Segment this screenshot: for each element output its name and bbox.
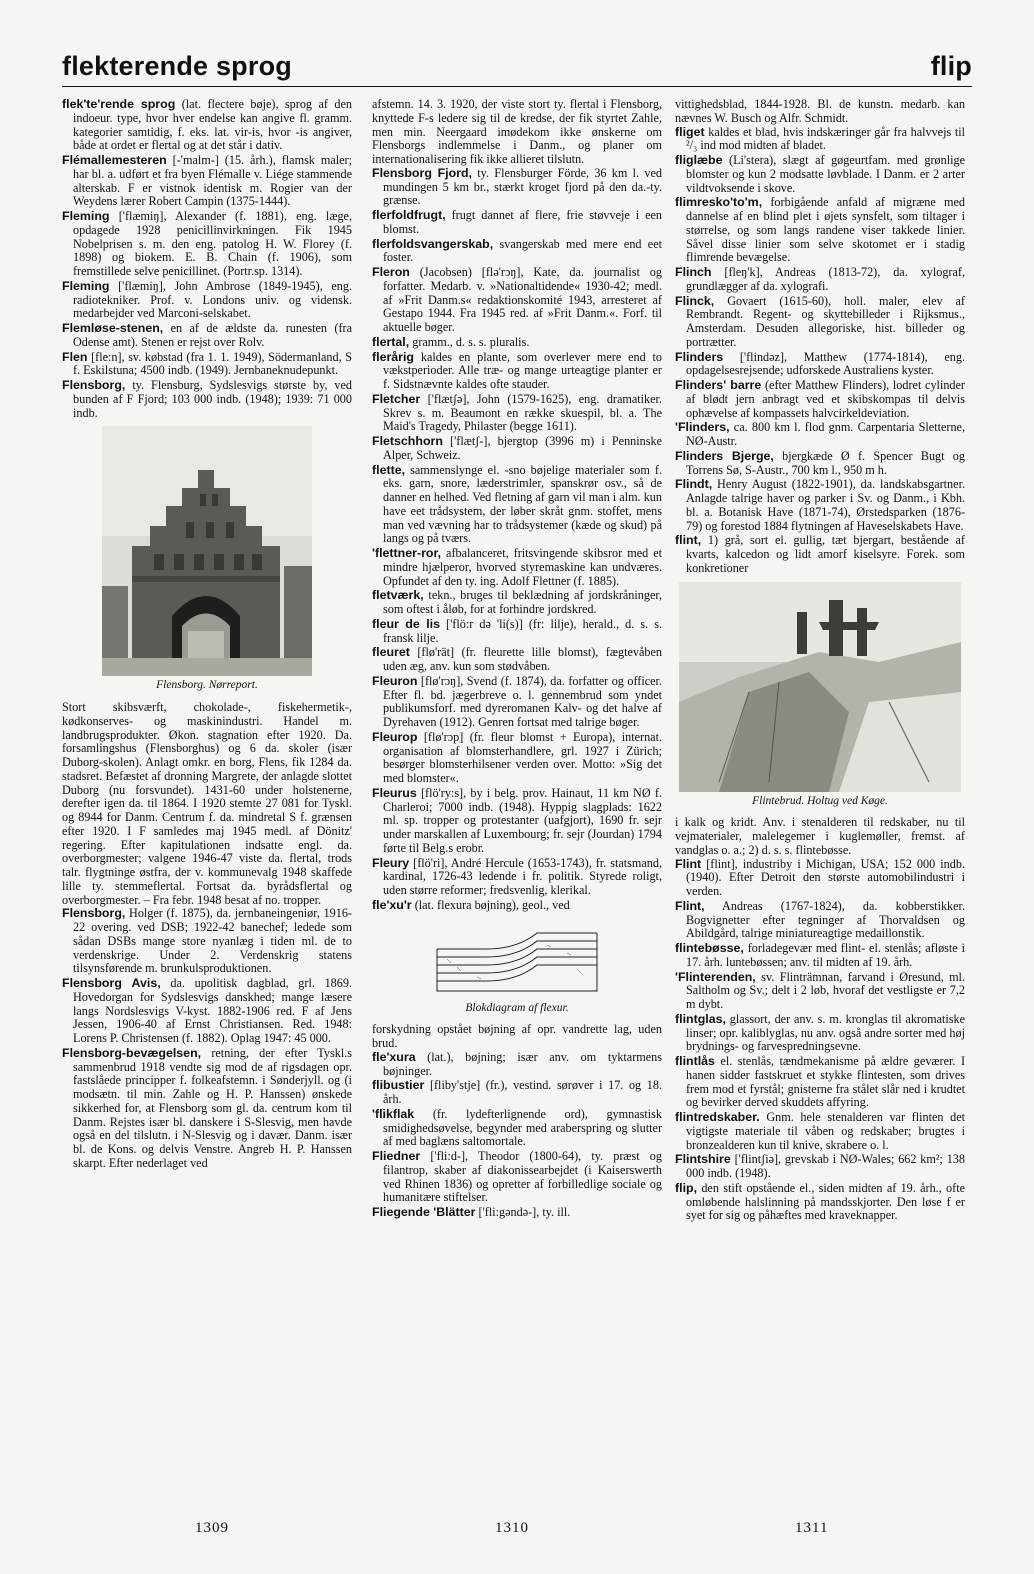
dictionary-entry bbox=[372, 1150, 662, 1205]
entries-group bbox=[675, 858, 965, 1224]
dictionary-entry bbox=[675, 196, 965, 265]
page-number: 1309 bbox=[195, 1520, 229, 1536]
dictionary-entry bbox=[675, 154, 965, 195]
page-number: 1311 bbox=[795, 1520, 829, 1536]
entry-definition: kaldes et blad, hvis indskæringer går fra halvvejs til ²/₃ ind mod midten af bladet. bbox=[686, 124, 965, 153]
entry-headword: fleur de lis bbox=[372, 616, 440, 631]
entry-headword: Fleury bbox=[372, 855, 410, 870]
header-first-headword: flekterende sprog bbox=[62, 51, 292, 81]
entry-headword: flek'te'rende sprog bbox=[62, 97, 176, 111]
entry-definition: [flø'rɔŋ], Svend (f. 1874), da. forfatter og officer. Efter fl. bd. jægerbreve o. l. gennembrud som yndet publikumsforf. med dyreromanen Kalv- og det halve af Dyrehaven (1912). Genren fortsat med talrige bøger. bbox=[383, 673, 662, 729]
dictionary-entry bbox=[675, 1111, 965, 1152]
dictionary-entry bbox=[675, 266, 965, 294]
dictionary-entry bbox=[62, 379, 352, 420]
entry-headword: fle'xura bbox=[372, 1049, 416, 1064]
entry-definition: ty. Flensburg, Sydslesvigs største by, ved bunden af F Fjord; 103 000 indb. (1948); 1939: 71 000 indb. bbox=[73, 378, 352, 420]
entry-definition: ['fli:d-], Theodor (1800-64), ty. præst og filantrop, skaber af diakonissearbejdet (i Kaiserswerth ved Rhinen 1836) og opretter af forbilledlige sociale og humanitære stiftelser. bbox=[383, 1149, 662, 1205]
column-1 bbox=[62, 98, 352, 1172]
entry-definition: tekn., bruges til beklædning af jordskråninger, som oftest i åløb, for at forhindre jordskred. bbox=[383, 588, 662, 616]
entry-definition: forladegevær med flint- el. stenlås; afløste i 17. årh. luntebøssen; anv. til midten af 19. årh. bbox=[686, 941, 965, 969]
entry-headword: flintebøsse, bbox=[675, 941, 744, 955]
dictionary-entry bbox=[675, 351, 965, 379]
entry-headword: Flinders Bjerge, bbox=[675, 448, 774, 463]
entry-definition: ['flæmiŋ], Alexander (f. 1881), eng. læge, opdagede 1928 penicillinvirkningen. Fik 1945 Nobelprisen s. m. den eng. patolog H. W. Florey (f. 1898) og biokem. E. B. Chain (f. 1906), som fremstillede selve penicillinet. (Portr.sp. 1314). bbox=[73, 209, 352, 278]
entry-definition: (efter Matthew Flinders), lodret cylinder af blødt jern anbragt ved et skibskompas til delvis ophævelse af kompassets halvcirkeldeviation. bbox=[686, 378, 965, 420]
entry-definition: el. stenlås, tændmekanisme på ældre geværer. I hanen sidder fastskruet et stykke flintesten, som drives frem mod et fyrstål; gnisterne fra stålet slår ned i krudtet og bevirker derved skuddets affyring. bbox=[686, 1054, 965, 1110]
dictionary-entry bbox=[675, 1153, 965, 1181]
entry-headword: flette, bbox=[372, 462, 406, 477]
entry-definition: ['flintʃiə], grevskab i NØ-Wales; 662 km²; 138 000 indb. (1948). bbox=[686, 1152, 965, 1180]
entry-headword: Flemløse-stenen, bbox=[62, 321, 164, 335]
entry-definition: ['flætʃ-], bjergtop (3996 m) i Penninske Alper, Schweiz. bbox=[383, 434, 662, 462]
dictionary-entry bbox=[62, 907, 352, 976]
dictionary-entry bbox=[675, 478, 965, 533]
dictionary-entry bbox=[62, 210, 352, 279]
dictionary-entry bbox=[372, 464, 662, 547]
entry-headword: fletværk, bbox=[372, 588, 424, 603]
dictionary-entry bbox=[62, 98, 352, 153]
dictionary-entry bbox=[372, 351, 662, 392]
entry-definition: (Jacobsen) [flə'rɔŋ], Kate, da. journalist og forfatter. Medarb. v. »Nationaltidende« 1930-42; medl. af »Frit Danm.s« redaktionskomité 1943, arresteret af Gestapo 1944. Fra 1945 red. af »Frit Danm.«. Forf. til aktuelle bøger. bbox=[383, 265, 662, 334]
entry-definition: Holger (f. 1875), da. jernbaneingeniør, 1916-22 overing. ved DSB; 1922-42 banechef; ledede som sådan DSBs mange store nyanlæg i tiden ml. de to verdenskrige. Under 2. Verdenskrig statens tilsynsførende m. brunkulsproduktionen. bbox=[73, 906, 352, 976]
entry-definition: glassort, der anv. s. m. kronglas til akromatiske linser; opr. kaliblyglas, nu anv. også andre sorter med høj brydnings- og farvespredningsevne. bbox=[686, 1011, 965, 1054]
entry-headword: Flensborg, bbox=[62, 906, 126, 921]
entry-headword: Flinders' barre bbox=[675, 378, 762, 392]
entry-headword: Fleurus bbox=[372, 785, 417, 800]
entry-definition: en af de ældste da. runesten (fra Odense amt). Stenen er rejst over Rolv. bbox=[73, 321, 352, 349]
entries-group bbox=[372, 1051, 662, 1220]
entry-definition: Andreas (1767-1824), da. kobberstikker. Bogvignetter efter tegninger af Thorvaldsen og Abildgård, talrige miniatureagtige medaillonstik. bbox=[686, 898, 965, 941]
entry-definition: (lat.), bøjning; især anv. om tyktarmens bøjninger. bbox=[383, 1049, 662, 1078]
figure-caption: Flintebrud. Holtug ved Køge. bbox=[752, 794, 888, 807]
dictionary-entry bbox=[372, 547, 662, 588]
entry-definition: ['flæmiŋ], John Ambrose (1849-1945), eng. radiotekniker. Prof. v. Londons univ. og vidensk. medarbejder ved Marconi-selskabet. bbox=[73, 278, 352, 321]
entry-headword: Fliegende 'Blätter bbox=[372, 1205, 476, 1219]
figure-caption: Flensborg. Nørreport. bbox=[156, 679, 258, 692]
entry-headword: Fleming bbox=[62, 209, 110, 223]
dictionary-entry bbox=[372, 167, 662, 208]
entry-headword: 'flikflak bbox=[372, 1106, 415, 1121]
dictionary-entry bbox=[372, 336, 662, 350]
entry-headword: Flinders bbox=[675, 349, 724, 364]
dictionary-entry bbox=[372, 646, 662, 674]
dictionary-entry bbox=[675, 971, 965, 1012]
entry-headword: 'flettner-ror, bbox=[372, 546, 442, 560]
dictionary-entry bbox=[675, 1182, 965, 1223]
entry-headword: Fleuron bbox=[372, 673, 418, 688]
entry-headword: fle'xu'r bbox=[372, 897, 412, 912]
column-2 bbox=[372, 98, 662, 1221]
dictionary-entry bbox=[62, 322, 352, 350]
entry-definition: ['fli:gəndə-], ty. ill. bbox=[475, 1205, 571, 1219]
entry-headword: Flensborg Fjord, bbox=[372, 165, 472, 180]
entry-continuation: Stort skibsværft, chokolade-, fiskehermetik-, kødkonserves- og maskinindustri. Handel m. landbrugsprodukter. Økon. stagnation efter 1920. Da. forsamlingshus (Flensborghus) og 6 da. skoler (især Duborg-skolen). Anlagt omkr. en borg, Flens, fik 1284 da. stadsret. Befæstet af dronning Margrete, der anlagde slottet Duborg (nu forsvundet). 1431-60 under holstenerne, derefter igen da. til 1864. I 1920 stemte 27 081 for Tyskl. og 8944 for Danm. Centrum f. da. mindretal S f. grænsen efter 1920. I F samledes maj 1945 medl. af Dönitz' regering. Efter kapitulationen indsatte engl. da. overborgmester; valgene 1946-47 viste da. flertal, trods talr. flygtninge østfra, der v. kommunevalg 1948 skaffede lille ty. stemmeflertal. Fortsat da. byrådsflertal og overborgmester. – Fra febr. 1948 besat af no. tropper. bbox=[62, 700, 352, 907]
dictionary-entry bbox=[62, 977, 352, 1046]
entry-definition: ['flætʃə], John (1579-1625), eng. dramatiker. Skrev s. m. Beaumont en række skuespil, bl. a. The Maid's Tragedy, Philaster (begge 1611). bbox=[383, 391, 662, 434]
entry-definition: svangerskab med mere end eet foster. bbox=[383, 236, 662, 265]
dictionary-entry bbox=[372, 1108, 662, 1149]
entries-group bbox=[372, 167, 662, 913]
figure-caption: Blokdiagram af flexur. bbox=[465, 1001, 569, 1014]
entry-definition: Henry August (1822-1901), da. landskabsgartner. Anlagde talrige haver og parker i Sv. og Danm., i Kbh. bl. a. Botanisk Have (1871-74), Ørstedsparken (1876-79) og forestod 1884 flytningen af Haveselskabets Have. bbox=[686, 477, 965, 533]
entry-headword: Flint bbox=[675, 856, 702, 871]
header-last-headword: flip bbox=[930, 51, 972, 81]
entries-group bbox=[62, 98, 352, 420]
dictionary-entry bbox=[372, 266, 662, 335]
entry-headword: 'Flinterenden, bbox=[675, 969, 756, 984]
entry-definition: [flø'rɔp] (fr. fleur blomst + Europa), internat. organisation af blomsterhandlere, grl. 1927 i Zürich; besørger blomsterhilsener verden over. Motto: »Sig det med blomster«. bbox=[383, 729, 662, 785]
entry-definition: frugt dannet af flere, frie støvveje i een blomst. bbox=[383, 208, 662, 236]
entry-headword: Flensborg, bbox=[62, 378, 126, 392]
entries-group bbox=[62, 907, 352, 1170]
dictionary-entry bbox=[675, 1055, 965, 1110]
entry-headword: flerfoldfrugt, bbox=[372, 208, 446, 222]
entry-headword: flintlås bbox=[675, 1054, 715, 1068]
entry-headword: Fleron bbox=[372, 265, 410, 279]
entry-continuation: afstemn. 14. 3. 1920, der viste stort ty. flertal i Flensborg, knyttede F-s ledere sig til de kredse, der fik styrtet Zahle, men min. Neergaard imødekom ikke ønskerne om Flensborgs indlemmelse i Danm., og planer om internationalisering fik ikke allieret tilslutn. bbox=[372, 97, 662, 166]
entry-headword: flip, bbox=[675, 1180, 698, 1195]
dictionary-entry bbox=[372, 238, 662, 266]
entry-definition: da. upolitisk dagblad, grl. 1869. Hovedorgan for Sydslesvigs danskhed; mange læsere langs Nordslesvigs V-kyst. 1882-1906 red. F af Jens Jessen, 1906-40 af Ernst Christiansen. Red. 1948: Lorens P. Christensen (f. 1882). Oplag 1947: 45 000. bbox=[73, 976, 352, 1045]
entry-definition: retning, der efter Tyskl.s sammenbrud 1918 vendte sig mod de af rigsdagen opr. fastslåede principper f. folkeafstemn. i Sønderjyll. og (i modsætn. til min. Zahle og H. P. Hanssen) ønskede sikkerhed for, at Flensborg som gl. da. centrum kom til Danm. Rejstes især bl. danskere i S-Slesvig, men havde også en del tilslutn. i N-Slesvig og i davær. Danm. især bl. de Kons. og delvis Venstre. Angreb H. P. Hanssen skarpt. Efter nederlaget ved bbox=[73, 1045, 352, 1170]
entry-definition: [flö'ri], André Hercule (1653-1743), fr. statsmand, kardinal, 1726-43 ledende i fr. politik. Styrede roligt, uden større reformer; fredsvenlig, klerikal. bbox=[383, 855, 662, 897]
entry-definition: (Li'stera), slægt af gøgeurtfam. med grønlige blomster og kun 2 modsatte løvblade. I Danm. er 2 arter vildtvoksende i skove. bbox=[686, 153, 965, 195]
entry-headword: Flensborg Avis, bbox=[62, 976, 161, 990]
photo-norreport bbox=[102, 426, 312, 676]
entry-headword: Flémallemesteren bbox=[62, 153, 167, 167]
entry-headword: Flint, bbox=[675, 898, 705, 913]
entry-definition: gramm., d. s. s. pluralis. bbox=[409, 334, 530, 349]
dictionary-entry bbox=[372, 1079, 662, 1107]
dictionary-entry bbox=[372, 899, 662, 913]
dictionary-entry bbox=[675, 379, 965, 420]
entry-headword: 'Flinders, bbox=[675, 420, 730, 435]
entry-definition: [fleŋ'k], Andreas (1813-72), da. xylograf, grundlægger af da. xylografi. bbox=[686, 265, 965, 293]
dictionary-entry bbox=[372, 589, 662, 617]
entry-definition: [-'malm-] (15. årh.), flamsk maler; har bl. a. udført et fra byen Flémalle v. Liége stammende alterskab. F er vistnok identisk m. Rogier van der Weydens lærer Robert Campin (1375-1444). bbox=[73, 153, 352, 209]
dictionary-entry bbox=[675, 1013, 965, 1054]
entry-headword: Flinck, bbox=[675, 293, 715, 308]
entry-definition: kaldes en plante, som overlever mere end to vækstperioder. Alle træ- og mange urteagtige planter er f. Sidstnævnte kaldes ofte stauder. bbox=[383, 349, 662, 391]
dictionary-entry bbox=[372, 209, 662, 237]
dictionary-entry bbox=[62, 351, 352, 379]
dictionary-entry bbox=[62, 1047, 352, 1171]
dictionary-entry bbox=[372, 435, 662, 463]
entry-continuation: forskydning opstået bøjning af opr. vandrette lag, uden brud. bbox=[372, 1022, 662, 1050]
entry-definition: den stift opstående el., siden midten af 19. årh., ofte omløbende halslinning på mandsskjorter. Den løse f er syet for sig og påhæftes med kraveknapper. bbox=[686, 1180, 965, 1223]
entry-headword: Flindt, bbox=[675, 477, 713, 492]
dictionary-entry bbox=[675, 421, 965, 449]
dictionary-entry bbox=[675, 900, 965, 941]
entry-definition: (lat. flexura bøjning), geol., ved bbox=[411, 897, 570, 912]
entry-definition: ca. 800 km l. flod gnm. Carpentaria Sletterne, NØ-Austr. bbox=[686, 420, 965, 448]
figure-flensborg bbox=[62, 426, 352, 693]
entry-headword: Flinch bbox=[675, 265, 712, 279]
dictionary-entry bbox=[675, 126, 965, 154]
entry-headword: fliget bbox=[675, 124, 705, 139]
photo-flint-quarry bbox=[679, 582, 961, 792]
dictionary-entry bbox=[372, 675, 662, 730]
page-number: 1310 bbox=[495, 1520, 529, 1536]
dictionary-entry bbox=[372, 393, 662, 434]
entry-headword: flertal, bbox=[372, 334, 410, 349]
entry-headword: flintredskaber. bbox=[675, 1110, 760, 1124]
dictionary-entry bbox=[62, 154, 352, 209]
entry-headword: Flensborg-bevægelsen, bbox=[62, 1045, 202, 1060]
dictionary-entry bbox=[372, 618, 662, 646]
entry-definition: sammenslynge el. -sno bøjelige materialer som f. eks. garn, snore, læderstrimler, spanskrør osv., så de danner en helhed. Ved fletning af garn vil man i alm. kun have eet trådsystem, der løber skråt gnm. stoffet, mens man ved vævning har to trådsystemer (kæde og skud) på langs og på tværs. bbox=[383, 462, 662, 546]
entry-definition: Govaert (1615-60), holl. maler, elev af Rembrandt. Regent- og skyttebilleder i Rijksmus., Amsterdam. Desuden allegoriske, hist. billeder og portrætter. bbox=[686, 293, 965, 349]
dictionary-entry bbox=[675, 295, 965, 350]
entry-definition: [flö'ry:s], by i belg. prov. Hainaut, 11 km NØ f. Charleroi; 7000 indb. (1948). Hyppig slagplads: 1622 ml. sp. tropper og protestanter (uafgjort), 1690 fr. sejr under marskallen af Luxembourg; fr. sejr (Jourdan) 1794 førte til Belg.s erobr. bbox=[383, 785, 662, 855]
entry-headword: Fletcher bbox=[372, 391, 421, 406]
entry-definition: [fliby'stje] (fr.), vestind. sørøver i 17. og 18. årh. bbox=[383, 1078, 662, 1106]
entry-definition: Gnm. hele stenalderen var flinten det vigtigste materiale til våben og redskaber; brugtes i bronzealderen kun til knive, skrabere o. l. bbox=[686, 1110, 965, 1152]
block-diagram-flexure bbox=[427, 919, 607, 999]
entry-definition: 1) grå, sort el. gullig, tæt bjergart, bestående af kvarts, kalcedon og lidt amorf kiselsyre. Forek. som konkretioner bbox=[686, 533, 965, 575]
entry-headword: flint, bbox=[675, 533, 702, 548]
entry-headword: flimresko'to'm, bbox=[675, 195, 763, 210]
entry-definition: [flø'rät] (fr. fleurette lille blomst), fægtevåben uden æg, anv. kun som stødvåben. bbox=[383, 645, 662, 673]
entry-headword: Flintshire bbox=[675, 1152, 731, 1167]
dictionary-entry bbox=[62, 280, 352, 321]
dictionary-entry bbox=[372, 787, 662, 856]
dictionary-entry bbox=[372, 1206, 662, 1220]
entry-headword: flintglas, bbox=[675, 1011, 726, 1026]
entry-continuation: i kalk og kridt. Anv. i stenalderen til redskaber, nu til vejmaterialer, malelegemer i kuglemøller, fremst. af vandglas o. a.; 2) d. s. s. flintebøsse. bbox=[675, 815, 965, 857]
dictionary-entry bbox=[675, 942, 965, 970]
entry-continuation: vittighedsblad, 1844-1928. Bl. de kunstn. medarb. kan nævnes W. Busch og Alfr. Schmidt. bbox=[675, 97, 965, 125]
entry-definition: bjergkæde Ø f. Spencer Bugt og Torrens Sø, S-Austr., 700 km l., 950 m h. bbox=[686, 448, 965, 477]
entry-headword: Fliedner bbox=[372, 1149, 421, 1163]
entry-definition: sv. Flinträmnan, farvand i Øresund, ml. Saltholm og Sv.; delt i 2 løb, hvoraf det vestligste er 7,2 m dybt. bbox=[686, 969, 965, 1011]
entry-definition: (lat. flectere bøje), sprog af den indoeur. type, hvor hver endelse kan angive fl. gramm. kategorier samtidig, f. eks. lat. vir-is, hvor -is angiver, både at ordet er flertal og at det står i dativ. bbox=[73, 97, 352, 153]
figure-flintebrud bbox=[675, 582, 965, 809]
entry-definition: ['flö:r də 'li(s)] (fr: lilje), herald., d. s. s. fransk lilje. bbox=[383, 616, 662, 645]
entry-definition: [fle:n], sv. købstad (fra 1. 1. 1949), Södermanland, S f. Eskilstuna; 4500 indb. (1949). Jernbaneknudepunkt. bbox=[73, 349, 352, 378]
entry-headword: flerfoldsvangerskab, bbox=[372, 236, 494, 251]
entry-definition: (fr. lydefterlignende ord), gymnastisk smidighedsøvelse, begynder med araberspring og slutter af med baglæns saltomortale. bbox=[383, 1106, 662, 1149]
entry-definition: ['flindəz], Matthew (1774-1814), eng. opdagelsesrejsende; udforskede Australiens kyster. bbox=[686, 349, 965, 378]
entry-headword: Fleurop bbox=[372, 729, 418, 744]
entry-definition: ty. Flensburger Förde, 36 km l. ved mundingen 5 km br., stærkt kroget fjord på den da.-ty. grænse. bbox=[383, 165, 662, 208]
entry-definition: forbigående anfald af migræne med dannelse af en blind plet i øjets synsfelt, som tiltager i størrelse, og som langs randene viser takkede linier. Såvel disse linier som selve skotomet er i stadig flimrende bevægelse. bbox=[686, 195, 965, 265]
entries-group bbox=[675, 126, 965, 576]
dictionary-entry bbox=[675, 450, 965, 478]
dictionary-entry bbox=[372, 857, 662, 898]
entry-headword: Fletschhorn bbox=[372, 434, 443, 448]
entry-definition: [flint], industriby i Michigan, USA; 152 000 indb. (1940). Efter Detroit den største automobilindustri i verden. bbox=[686, 856, 965, 898]
column-3 bbox=[675, 98, 965, 1224]
dictionary-entry bbox=[675, 534, 965, 575]
entry-headword: Fleming bbox=[62, 278, 110, 293]
entry-headword: Flen bbox=[62, 349, 88, 364]
figure-flexur bbox=[372, 919, 662, 1016]
entry-definition: afbalanceret, fritsvingende skibsror med et mindre hjælperor, hvorved styremaskine kan undværes. Opfundet af den ty. ing. Adolf Flettner (f. 1885). bbox=[383, 546, 662, 588]
entry-headword: fleuret bbox=[372, 645, 410, 660]
dictionary-entry bbox=[675, 858, 965, 899]
entry-headword: flibustier bbox=[372, 1078, 425, 1093]
entry-headword: flerårig bbox=[372, 349, 415, 364]
dictionary-entry bbox=[372, 731, 662, 786]
entry-headword: fliglæbe bbox=[675, 153, 723, 167]
dictionary-entry bbox=[372, 1051, 662, 1079]
page-header bbox=[62, 48, 972, 87]
